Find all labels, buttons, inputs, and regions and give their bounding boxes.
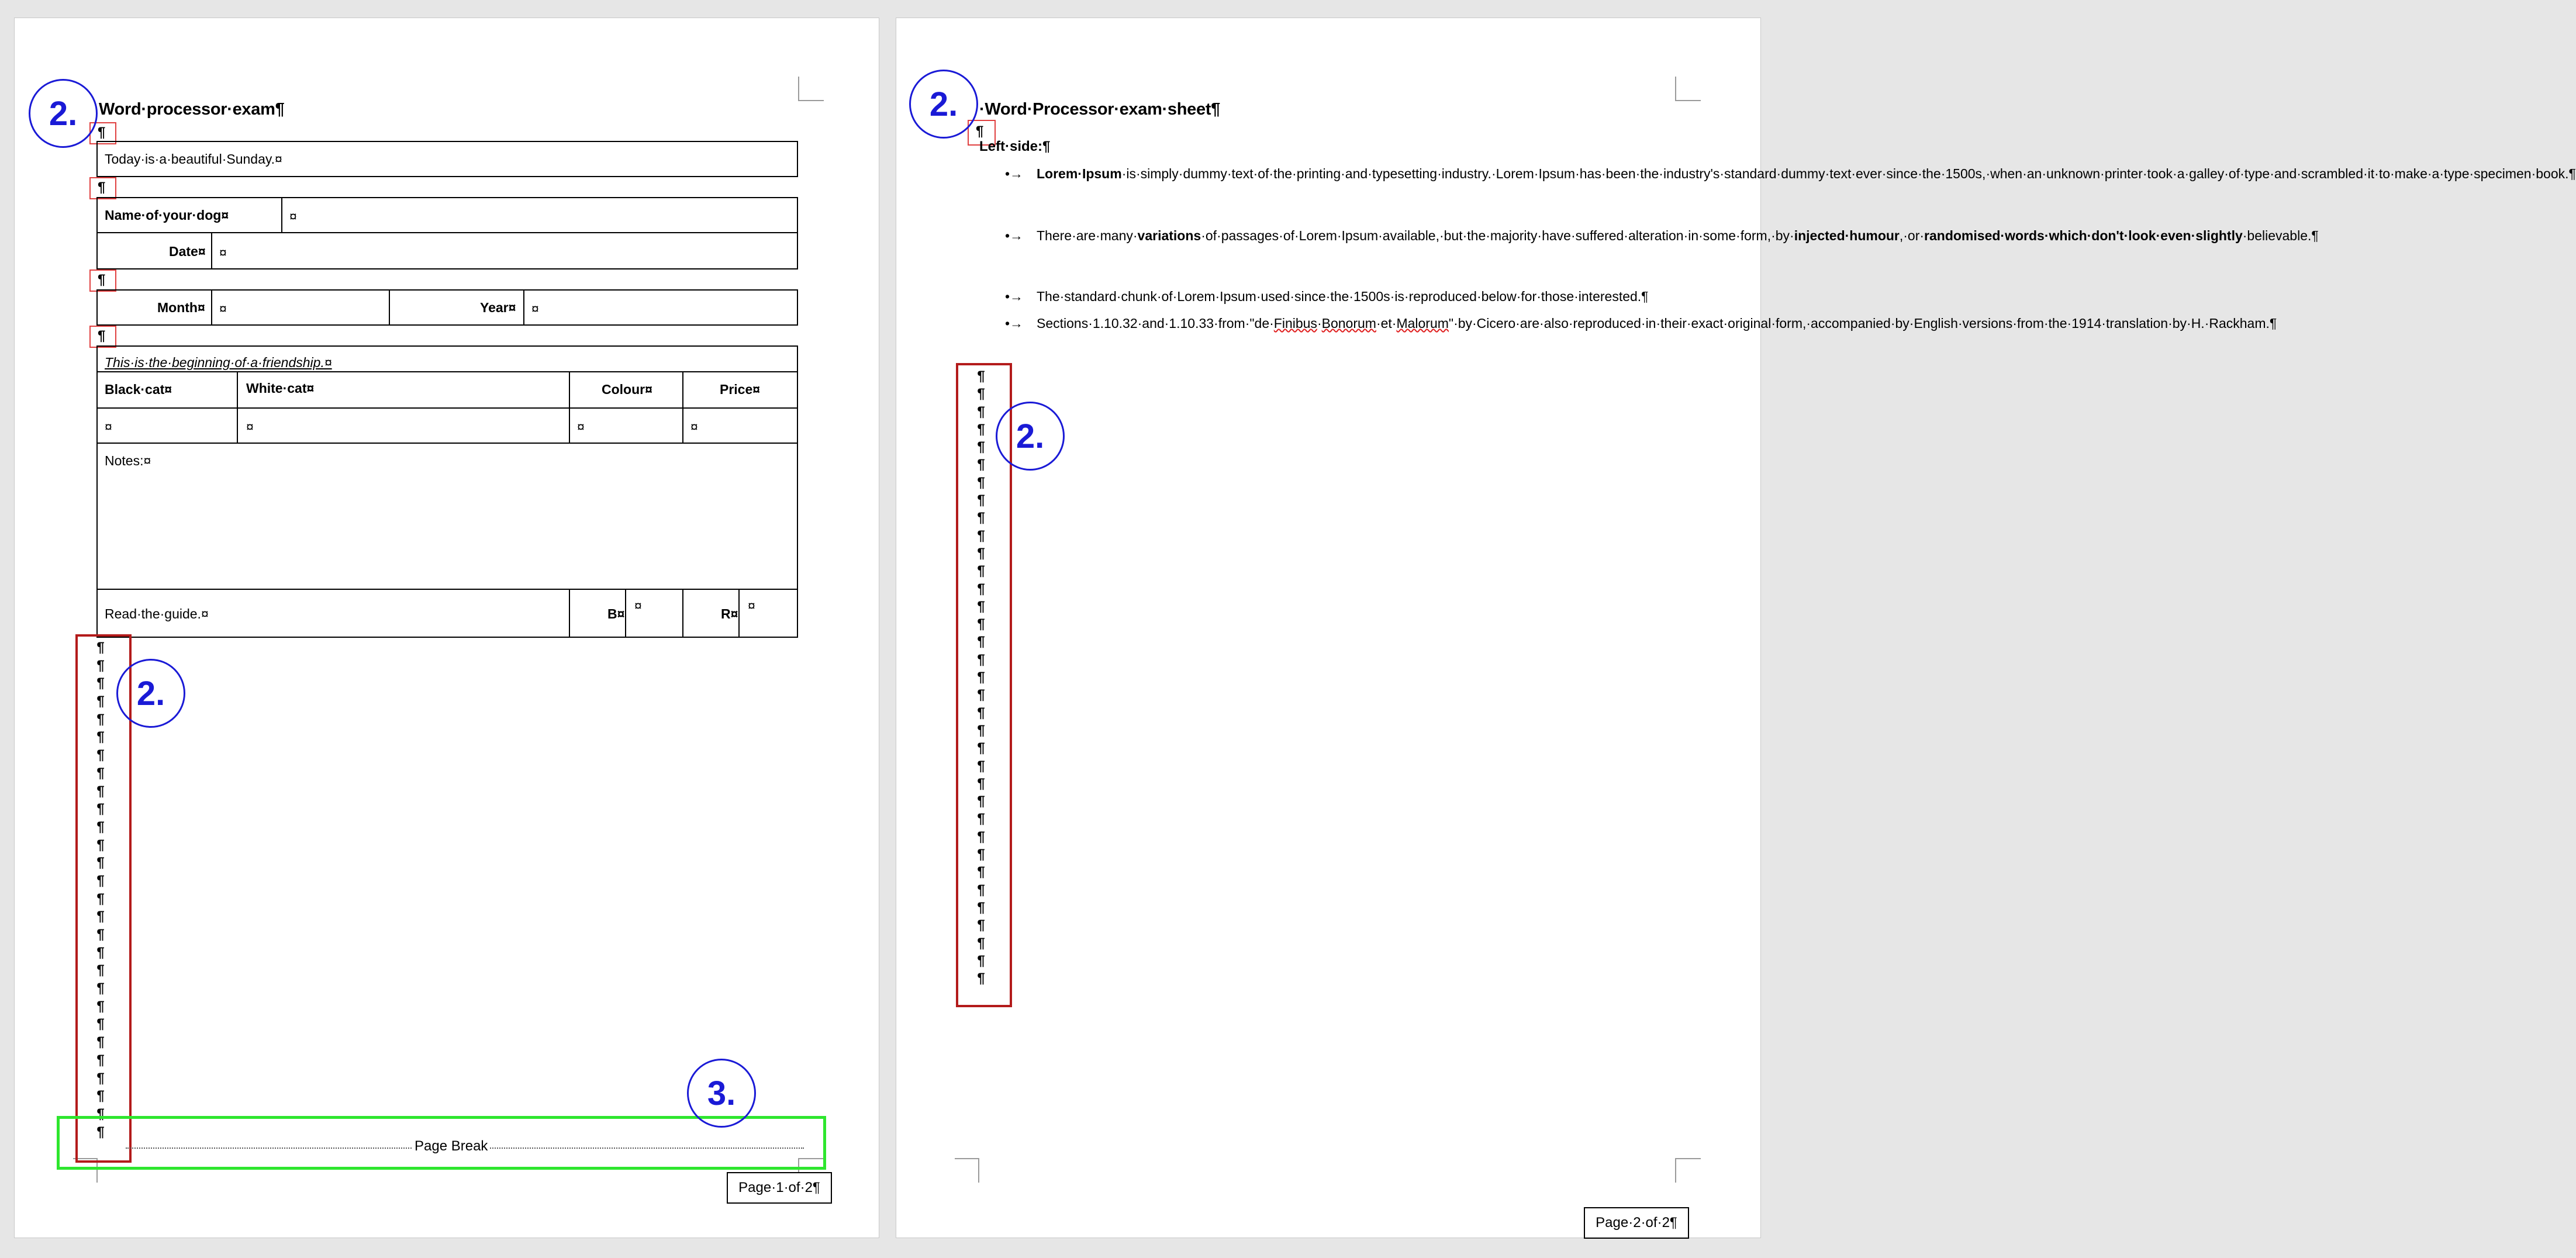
spell-error-word[interactable]: Finibus bbox=[1273, 316, 1317, 331]
r-label: R¤ bbox=[721, 606, 738, 621]
divider bbox=[682, 589, 683, 638]
empty-paragraph-mark[interactable]: ¶ bbox=[96, 711, 105, 727]
divider bbox=[281, 197, 282, 233]
month-value-cell[interactable]: ¤ bbox=[219, 301, 227, 316]
bullet-item-2[interactable] bbox=[1037, 227, 2319, 244]
friendship-text[interactable]: This·is·the·beginning·of·a·friendship.¤ bbox=[105, 355, 332, 370]
empty-paragraph-mark[interactable]: ¶ bbox=[96, 747, 105, 763]
crop-mark bbox=[1675, 77, 1701, 101]
empty-paragraph-mark[interactable]: ¶ bbox=[96, 890, 105, 907]
divider bbox=[211, 232, 212, 269]
page-title: ·Word·Processor·exam·sheet¶ bbox=[979, 100, 1221, 119]
bullet-item-4[interactable] bbox=[1037, 315, 2277, 332]
empty-paragraph-mark[interactable]: ¶ bbox=[96, 855, 105, 871]
divider bbox=[96, 371, 798, 372]
empty-paragraph-mark[interactable]: ¶ bbox=[977, 758, 985, 774]
divider bbox=[523, 289, 524, 326]
divider bbox=[96, 443, 798, 444]
empty-paragraph-mark[interactable]: ¶ bbox=[96, 693, 105, 710]
annotation-2-title: 2. bbox=[909, 70, 978, 139]
divider bbox=[738, 589, 740, 638]
empty-paragraph-mark[interactable]: ¶ bbox=[96, 1016, 105, 1032]
bullet-2-text-d: ·believable.¶ bbox=[2242, 228, 2319, 243]
empty-paragraph-mark[interactable]: ¶ bbox=[96, 837, 105, 853]
colour-cell[interactable]: ¤ bbox=[577, 419, 585, 434]
bullet-4-text-a: Sections·1.10.32·and·1.10.33·from·"de· bbox=[1037, 316, 1274, 331]
spell-error-word[interactable]: Bonorum bbox=[1321, 316, 1376, 331]
empty-paragraph-mark[interactable]: ¶ bbox=[977, 651, 985, 668]
today-text[interactable]: Today·is·a·beautiful·Sunday.¤ bbox=[105, 151, 282, 167]
empty-paragraph-mark[interactable]: ¶ bbox=[96, 1088, 105, 1104]
empty-paragraph-mark[interactable]: ¶ bbox=[977, 864, 985, 880]
empty-paragraph-mark[interactable]: ¶ bbox=[977, 687, 985, 703]
empty-paragraph-mark[interactable]: ¶ bbox=[977, 403, 985, 420]
divider bbox=[96, 589, 798, 590]
bullet-marker: •→ bbox=[1005, 289, 1024, 304]
annotation-2-stack: 2. bbox=[116, 659, 185, 728]
empty-paragraph-mark[interactable]: ¶ bbox=[977, 563, 985, 579]
empty-paragraph-mark[interactable]: ¶ bbox=[96, 944, 105, 960]
empty-paragraph-mark[interactable]: ¶ bbox=[977, 882, 985, 898]
empty-paragraph-mark[interactable]: ¶ bbox=[96, 908, 105, 925]
bullet-1-bold: Lorem·Ipsum bbox=[1037, 166, 1122, 181]
empty-paragraph-mark[interactable]: ¶ bbox=[977, 846, 985, 863]
empty-paragraph-mark[interactable]: ¶ bbox=[977, 811, 985, 827]
header-white-cat: White·cat¤ bbox=[246, 381, 315, 396]
divider bbox=[569, 371, 570, 444]
document-page-2 bbox=[896, 18, 2576, 1238]
empty-paragraph-mark[interactable]: ¶ bbox=[977, 545, 985, 561]
divider bbox=[96, 407, 798, 409]
divider bbox=[569, 589, 570, 638]
table-cats bbox=[96, 345, 798, 638]
bullet-marker: •→ bbox=[1005, 166, 1024, 181]
empty-paragraph-mark[interactable]: ¶ bbox=[96, 1124, 105, 1140]
divider bbox=[625, 589, 626, 638]
bullet-4-text-d: "·by·Cicero·are·also·reproduced·in·their·exact·original·form,·accompanied·by·English·versions·from·the·1914·translation·by·H.·Rackham.¶ bbox=[1448, 316, 2277, 331]
bullet-2-bold-b: injected·humour bbox=[1794, 228, 1900, 243]
bullet-item-3[interactable] bbox=[1037, 288, 1680, 305]
bullet-2-text-b: ·of·passages·of·Lorem·Ipsum·available,·but·the·majority·have·suffered·alteration·in·some·form,·by· bbox=[1201, 228, 1794, 243]
empty-paragraph-mark[interactable]: ¶ bbox=[977, 952, 985, 969]
bullet-3-text: The·standard·chunk·of·Lorem·Ipsum·used·since·the·1500s·is·reproduced·below·for·those·interested.¶ bbox=[1037, 289, 1649, 304]
crop-mark bbox=[1675, 1158, 1701, 1183]
header-black-cat: Black·cat¤ bbox=[105, 382, 172, 397]
empty-paragraph-mark[interactable]: ¶ bbox=[977, 421, 985, 437]
white-cat-cell[interactable]: ¤ bbox=[246, 419, 254, 434]
empty-paragraph-stack bbox=[92, 639, 109, 1141]
page-footer: Page·2·of·2¶ bbox=[1584, 1207, 1689, 1239]
empty-paragraph-mark[interactable]: ¶ bbox=[977, 899, 985, 915]
empty-paragraph-mark[interactable]: ¶ bbox=[977, 634, 985, 650]
empty-paragraph-mark[interactable]: ¶ bbox=[96, 640, 105, 655]
bullet-4-text-c: ·et· bbox=[1376, 316, 1397, 331]
empty-paragraph-mark[interactable]: ¶ bbox=[96, 962, 105, 979]
empty-paragraph-mark[interactable]: ¶ bbox=[977, 616, 985, 633]
header-price: Price¤ bbox=[720, 382, 761, 397]
empty-paragraph-mark[interactable]: ¶ bbox=[977, 704, 985, 721]
month-label: Month¤ bbox=[157, 300, 205, 315]
empty-paragraph-mark[interactable]: ¶ bbox=[96, 872, 105, 889]
empty-paragraph-mark[interactable]: ¶ bbox=[976, 123, 984, 139]
divider bbox=[96, 232, 798, 233]
empty-paragraph-mark[interactable]: ¶ bbox=[977, 527, 985, 544]
empty-paragraph-mark[interactable]: ¶ bbox=[977, 669, 985, 686]
empty-paragraph-mark[interactable]: ¶ bbox=[98, 179, 106, 195]
bullet-item-1[interactable] bbox=[1037, 165, 2576, 182]
empty-paragraph-mark[interactable]: ¶ bbox=[96, 729, 105, 745]
b-value-cell[interactable]: ¤ bbox=[634, 598, 642, 613]
empty-paragraph-mark[interactable]: ¶ bbox=[98, 125, 106, 140]
bullet-2-text-c: ,·or· bbox=[1899, 228, 1925, 243]
date-label: Date¤ bbox=[169, 244, 206, 259]
r-value-cell[interactable]: ¤ bbox=[748, 598, 755, 613]
annotation-3-page-break: 3. bbox=[687, 1059, 756, 1128]
empty-paragraph-mark[interactable]: ¶ bbox=[96, 675, 105, 692]
empty-paragraph-mark[interactable]: ¶ bbox=[96, 980, 105, 997]
header-colour: Colour¤ bbox=[602, 382, 652, 397]
empty-paragraph-mark[interactable]: ¶ bbox=[977, 740, 985, 756]
empty-paragraph-mark[interactable]: ¶ bbox=[96, 657, 105, 673]
empty-paragraph-mark[interactable]: ¶ bbox=[977, 970, 985, 987]
empty-paragraph-mark[interactable]: ¶ bbox=[977, 598, 985, 614]
empty-paragraph-mark[interactable]: ¶ bbox=[98, 328, 106, 344]
empty-paragraph-mark[interactable]: ¶ bbox=[977, 386, 985, 402]
empty-paragraph-mark[interactable]: ¶ bbox=[977, 917, 985, 934]
bullet-2-text-a: There·are·many· bbox=[1037, 228, 1138, 243]
empty-paragraph-mark[interactable]: ¶ bbox=[977, 474, 985, 490]
crop-mark bbox=[955, 1158, 979, 1183]
empty-paragraph-mark[interactable]: ¶ bbox=[977, 492, 985, 509]
guide-cell[interactable]: Read·the·guide.¤ bbox=[105, 606, 209, 621]
empty-paragraph-mark[interactable]: ¶ bbox=[977, 793, 985, 810]
annotation-2-stack: 2. bbox=[996, 402, 1065, 471]
page-footer: Page·1·of·2¶ bbox=[727, 1172, 832, 1204]
bullet-marker: •→ bbox=[1005, 228, 1024, 243]
bullet-2-bold-a: variations bbox=[1137, 228, 1201, 243]
empty-paragraph-mark[interactable]: ¶ bbox=[977, 722, 985, 738]
empty-paragraph-mark[interactable]: ¶ bbox=[977, 828, 985, 845]
spell-error-word[interactable]: Malorum bbox=[1396, 316, 1449, 331]
empty-paragraph-mark[interactable]: ¶ bbox=[977, 457, 985, 473]
empty-paragraph-mark[interactable]: ¶ bbox=[96, 1034, 105, 1050]
empty-paragraph-mark[interactable]: ¶ bbox=[977, 580, 985, 597]
empty-paragraph-mark[interactable]: ¶ bbox=[96, 927, 105, 942]
empty-paragraph-mark[interactable]: ¶ bbox=[977, 775, 985, 792]
bullet-2-bold-c: randomised·words·which·don't·look·even·slightly bbox=[1924, 228, 2243, 243]
left-side-heading: Left·side:¶ bbox=[979, 139, 1051, 154]
document-page-1 bbox=[14, 18, 879, 1238]
bullet-4-text-b: · bbox=[1317, 316, 1322, 331]
empty-paragraph-mark[interactable]: ¶ bbox=[96, 1052, 105, 1068]
empty-paragraph-mark[interactable]: ¶ bbox=[977, 510, 985, 526]
divider bbox=[682, 371, 683, 444]
empty-paragraph-mark[interactable]: ¶ bbox=[977, 439, 985, 455]
bullet-1-text: ·is·simply·dummy·text·of·the·printing·and·typesetting·industry.·Lorem·Ipsum·has·been·the·industry's·standard·dummy·text·ever·since·the·1500s,·when·an·unknown·printer·took·a·galley·of·type·and·scrambled·it·to·make·a·type·specimen·book.¶ bbox=[1121, 166, 2576, 181]
empty-paragraph-mark[interactable]: ¶ bbox=[977, 935, 985, 951]
page-title: Word·processor·exam¶ bbox=[99, 100, 285, 119]
year-label: Year¤ bbox=[480, 300, 516, 315]
empty-paragraph-mark[interactable]: ¶ bbox=[98, 272, 106, 288]
divider bbox=[389, 289, 390, 326]
dog-value-cell[interactable]: ¤ bbox=[289, 209, 297, 224]
dog-label: Name·of·your·dog¤ bbox=[105, 208, 229, 223]
price-cell[interactable]: ¤ bbox=[690, 419, 698, 434]
annotation-2-title: 2. bbox=[29, 79, 98, 148]
notes-cell[interactable]: Notes:¤ bbox=[105, 453, 151, 468]
empty-paragraph-mark[interactable]: ¶ bbox=[96, 783, 105, 799]
crop-mark bbox=[798, 77, 824, 101]
divider bbox=[237, 371, 238, 444]
empty-paragraph-mark[interactable]: ¶ bbox=[96, 765, 105, 781]
empty-paragraph-mark[interactable]: ¶ bbox=[96, 801, 105, 817]
date-value-cell[interactable]: ¤ bbox=[219, 245, 227, 260]
divider bbox=[211, 289, 212, 326]
empty-paragraph-mark[interactable]: ¶ bbox=[96, 1070, 105, 1086]
empty-paragraph-mark[interactable]: ¶ bbox=[977, 368, 985, 384]
page-break-label[interactable]: Page Break bbox=[412, 1138, 490, 1155]
black-cat-cell[interactable]: ¤ bbox=[105, 419, 112, 434]
b-label: B¤ bbox=[607, 606, 625, 621]
empty-paragraph-mark[interactable]: ¶ bbox=[96, 1105, 105, 1122]
bullet-marker: •→ bbox=[1005, 316, 1024, 331]
empty-paragraph-mark[interactable]: ¶ bbox=[96, 998, 105, 1014]
empty-paragraph-stack bbox=[972, 368, 990, 987]
empty-paragraph-mark[interactable]: ¶ bbox=[96, 818, 105, 835]
year-value-cell[interactable]: ¤ bbox=[531, 301, 539, 316]
